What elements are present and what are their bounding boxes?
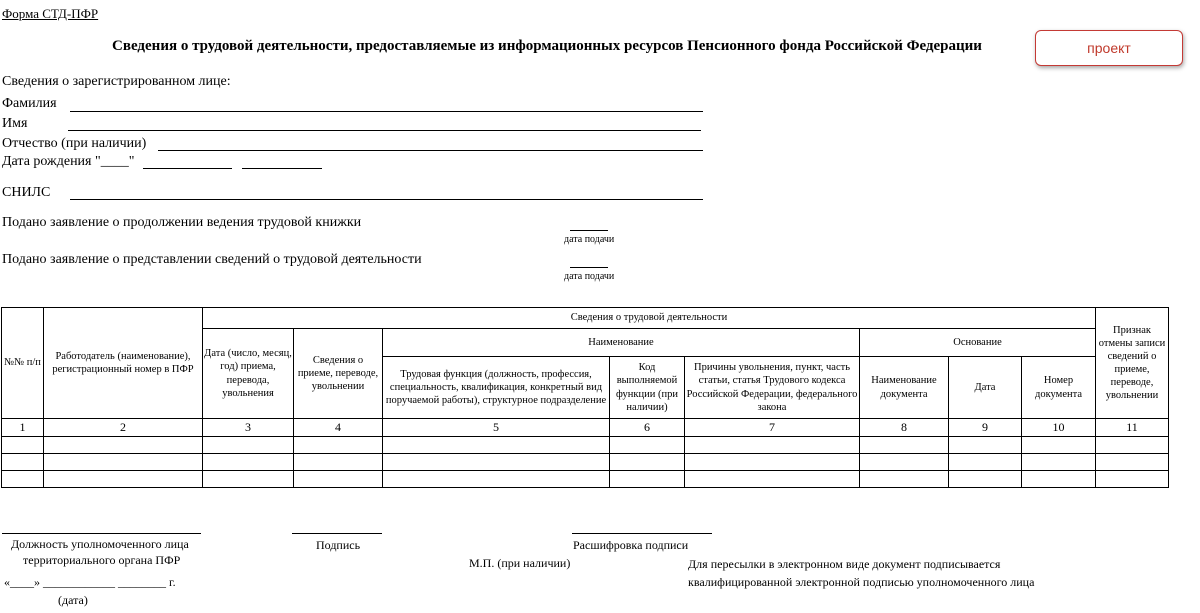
table-cell[interactable] <box>860 471 949 488</box>
column-number: 3 <box>203 419 294 437</box>
provide-info-label: Подано заявление о представлении сведений о трудовой деятельности <box>2 252 422 267</box>
name-field[interactable] <box>68 130 701 131</box>
birth-date-label: Дата рождения "____" <box>2 154 135 169</box>
column-number: 6 <box>610 419 685 437</box>
table-cell[interactable] <box>610 454 685 471</box>
header-employer: Работодатель (наименование), регистрационный номер в ПФР <box>44 308 203 419</box>
decoding-label: Расшифровка подписи <box>573 538 689 552</box>
header-doc-number: Номер документа <box>1022 357 1096 419</box>
table-row[interactable] <box>2 437 1169 454</box>
table-cell[interactable] <box>2 437 44 454</box>
table-cell[interactable] <box>860 454 949 471</box>
position-line[interactable] <box>2 533 201 534</box>
continue-book-label: Подано заявление о продолжении ведения трудовой книжки <box>2 215 362 230</box>
table-cell[interactable] <box>383 454 610 471</box>
header-date: Дата (число, месяц, год) приема, перевода, увольнения <box>203 329 294 419</box>
birth-month-field[interactable] <box>143 168 232 169</box>
table-cell[interactable] <box>2 471 44 488</box>
form-id: Форма СТД-ПФР <box>2 6 99 21</box>
table-cell[interactable] <box>44 454 203 471</box>
table-cell[interactable] <box>1022 454 1096 471</box>
table-cell[interactable] <box>44 471 203 488</box>
table-cell[interactable] <box>685 454 860 471</box>
page-title: Сведения о трудовой деятельности, предоставляемые из информационных ресурсов Пенсионного фонда Российской Федерации <box>112 38 982 54</box>
header-cancel: Признак отмены записи сведений о приеме, переводе, увольнении <box>1096 308 1169 419</box>
provide-info-date-field[interactable] <box>570 267 608 268</box>
table-cell[interactable] <box>2 454 44 471</box>
column-number: 5 <box>383 419 610 437</box>
header-group-name: Наименование <box>383 329 860 357</box>
electronic-note-1: Для пересылки в электронном виде документ подписывается <box>688 557 1001 571</box>
table-cell[interactable] <box>203 437 294 454</box>
column-number: 1 <box>2 419 44 437</box>
snils-field[interactable] <box>70 199 703 200</box>
table-cell[interactable] <box>610 437 685 454</box>
header-doc-name: Наименование документа <box>860 357 949 419</box>
table-cell[interactable] <box>1022 437 1096 454</box>
table-cell[interactable] <box>383 437 610 454</box>
table-cell[interactable] <box>294 471 383 488</box>
decoding-line[interactable] <box>572 533 712 534</box>
table-cell[interactable] <box>294 454 383 471</box>
status-badge[interactable]: проект <box>1035 30 1183 66</box>
table-cell[interactable] <box>685 471 860 488</box>
table-cell[interactable] <box>949 454 1022 471</box>
electronic-note-2: квалифицированной электронной подписью уполномоченного лица <box>688 575 1035 589</box>
footer-date-caption: (дата) <box>58 593 88 607</box>
column-number: 11 <box>1096 419 1169 437</box>
table-cell[interactable] <box>383 471 610 488</box>
column-number-row <box>2 419 1169 437</box>
position-label-1: Должность уполномоченного лица <box>11 537 189 551</box>
patronymic-label: Отчество (при наличии) <box>2 136 147 151</box>
header-reasons: Причины увольнения, пункт, часть статьи, статья Трудового кодекса Российской Федерации, федерального закона <box>685 357 860 419</box>
birth-year-field[interactable] <box>242 168 322 169</box>
snils-label: СНИЛС <box>2 185 51 200</box>
position-label-2: территориального органа ПФР <box>23 553 181 567</box>
column-number: 10 <box>1022 419 1096 437</box>
table-cell[interactable] <box>44 437 203 454</box>
continue-book-date-caption: дата подачи <box>564 234 615 245</box>
header-doc-date: Дата <box>949 357 1022 419</box>
table-cell[interactable] <box>1096 454 1169 471</box>
table-cell[interactable] <box>949 437 1022 454</box>
table-cell[interactable] <box>203 471 294 488</box>
column-number: 2 <box>44 419 203 437</box>
table-cell[interactable] <box>610 471 685 488</box>
table-cell[interactable] <box>685 437 860 454</box>
column-number: 8 <box>860 419 949 437</box>
header-function: Трудовая функция (должность, профессия, специальность, квалификация, конкретный вид поручаемой работы), структурное подразделение <box>383 357 610 419</box>
column-number: 9 <box>949 419 1022 437</box>
table-cell[interactable] <box>1022 471 1096 488</box>
footer-date-line[interactable]: «____» ____________ ________ г. <box>4 575 176 589</box>
signature-line[interactable] <box>292 533 382 534</box>
table-row[interactable] <box>2 471 1169 488</box>
table-cell[interactable] <box>1096 437 1169 454</box>
continue-book-date-field[interactable] <box>570 230 608 231</box>
signature-label: Подпись <box>316 538 361 552</box>
patronymic-field[interactable] <box>158 150 703 151</box>
table-cell[interactable] <box>294 437 383 454</box>
surname-label: Фамилия <box>2 96 57 111</box>
column-number: 7 <box>685 419 860 437</box>
header-num: №№ п/п <box>2 308 44 419</box>
column-number: 4 <box>294 419 383 437</box>
person-heading: Сведения о зарегистрированном лице: <box>2 74 231 89</box>
table-row[interactable] <box>2 454 1169 471</box>
header-group-info: Сведения о трудовой деятельности <box>203 308 1096 329</box>
table-cell[interactable] <box>1096 471 1169 488</box>
table-cell[interactable] <box>949 471 1022 488</box>
header-group-basis: Основание <box>860 329 1096 357</box>
table-cell[interactable] <box>203 454 294 471</box>
header-event: Сведения о приеме, переводе, увольнении <box>294 329 383 419</box>
table-cell[interactable] <box>860 437 949 454</box>
surname-field[interactable] <box>70 111 703 112</box>
provide-info-date-caption: дата подачи <box>564 271 615 282</box>
header-code: Код выполняемой функции (при наличии) <box>610 357 685 419</box>
work-history-table <box>1 307 1169 488</box>
name-label: Имя <box>2 116 28 131</box>
stamp-label: М.П. (при наличии) <box>469 556 571 570</box>
